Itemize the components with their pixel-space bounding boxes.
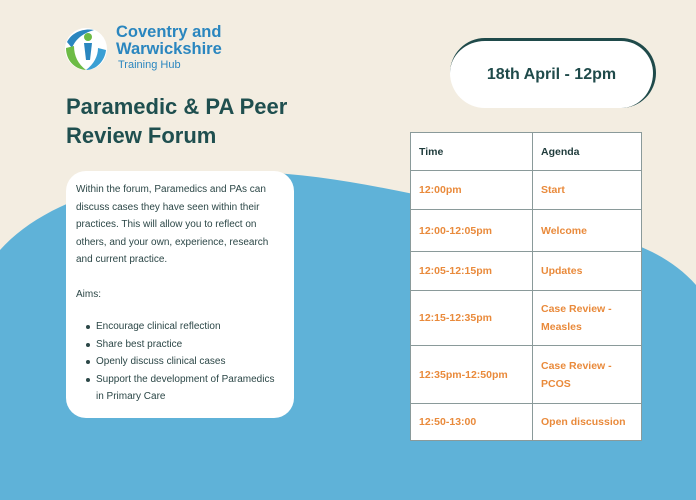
header-agenda: Agenda: [533, 133, 642, 171]
page-title: Paramedic & PA Peer Review Forum: [66, 94, 288, 148]
list-item: Encourage clinical reflection: [76, 318, 284, 336]
table-row: [411, 346, 642, 404]
row-time: 12:50-13:00: [411, 404, 533, 441]
row-item: Start: [533, 171, 642, 210]
row-time: 12:00pm: [411, 171, 533, 210]
header-time: Time: [411, 133, 533, 171]
list-item: Openly discuss clinical cases: [76, 353, 284, 371]
table-row: [411, 291, 642, 346]
person-figure-icon: [64, 26, 108, 72]
date-badge: [450, 38, 656, 108]
table-row: [411, 210, 642, 252]
row-item: Welcome: [533, 210, 642, 252]
logo-line-1: Coventry and: [116, 23, 222, 41]
list-item: Share best practice: [76, 336, 284, 354]
aims-list: [76, 318, 284, 406]
row-time: 12:35pm-12:50pm: [411, 346, 533, 404]
table-row: [411, 404, 642, 441]
row-item: Case Review - PCOS: [533, 346, 642, 404]
row-time: 12:00-12:05pm: [411, 210, 533, 252]
row-item: Open discussion: [533, 404, 642, 441]
logo-line-2: Warwickshire: [116, 40, 222, 58]
list-item: Support the development of Paramedics in Primary Care: [76, 371, 284, 406]
logo-line-3: Training Hub: [118, 59, 181, 71]
row-item: Updates: [533, 252, 642, 291]
table-row: [411, 171, 642, 210]
row-time: 12:05-12:15pm: [411, 252, 533, 291]
event-date: 18th April - 12pm: [486, 65, 617, 83]
logo: [64, 24, 222, 72]
info-card: [66, 171, 294, 418]
table-header-row: [411, 133, 642, 171]
agenda-table: [410, 132, 642, 441]
intro-text: Within the forum, Paramedics and PAs can discuss cases they have seen within their practices. This will allow you to reflect on others, and your own, experience, research and current practice.: [76, 184, 269, 265]
row-item: Case Review - Measles: [533, 291, 642, 346]
aims-label: Aims:: [76, 288, 101, 300]
row-time: 12:15-12:35pm: [411, 291, 533, 346]
table-row: [411, 252, 642, 291]
